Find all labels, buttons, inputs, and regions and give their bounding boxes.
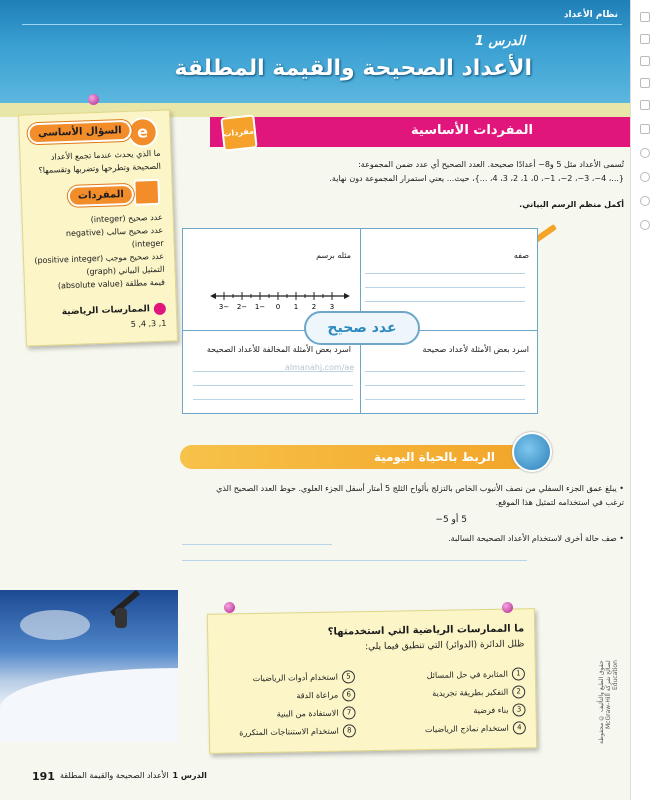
option-label: المثابرة في حل المسائل [426, 669, 508, 681]
practice-option[interactable] [425, 721, 526, 736]
number-line-right-arrow [344, 293, 350, 299]
practice-option[interactable] [473, 703, 525, 717]
answer-line[interactable] [193, 385, 353, 386]
number-line-label: 1 [293, 303, 299, 310]
number-line-label: 3 [329, 303, 335, 310]
tool-icon[interactable] [640, 56, 650, 66]
answer-line[interactable] [365, 371, 525, 372]
footer-lesson-number: الدرس 1 [172, 771, 207, 780]
definition-text: تُسمى الأعداد مثل 5 و8− أعدادًا صحيحة. العدد الصحيح أي عدد ضمن المجموعة: [358, 160, 624, 169]
vocab-item: قيمة مطلقة (absolute value) [57, 277, 166, 291]
organizer-instruction: أكمل منظم الرسم البياني. [519, 200, 624, 209]
practices-instruction: ظلل الدائرة (الدوائر) التي تنطبق فيما يلي: [364, 639, 525, 653]
list-integers-label: اسرد بعض الأمثلة لأعداد صحيحة [422, 345, 529, 354]
essential-question-text: ما الذي يحدث عندما تجمع الأعداد الصحيحة وتطرحها وتضربها وتقسمها؟ [38, 148, 162, 176]
answer-line[interactable] [365, 301, 525, 302]
practice-option[interactable] [253, 670, 355, 685]
answer-line[interactable] [365, 273, 525, 274]
essential-question-icon: e [127, 117, 158, 148]
option-label: التفكير بطريقة تجريدية [432, 687, 509, 698]
practices-card [207, 608, 537, 754]
answer-line[interactable] [193, 399, 353, 400]
vocabulary-banner [210, 117, 630, 147]
tool-icon[interactable] [640, 100, 650, 110]
number-line-label: 0 [275, 303, 281, 310]
answer-line[interactable] [365, 385, 525, 386]
answer-line[interactable] [365, 287, 525, 288]
practices-label: الممارسات الرياضية [61, 304, 151, 318]
practice-option[interactable] [432, 685, 525, 700]
answer-choices[interactable]: 5 أو 5− [435, 515, 467, 525]
practices-icon [154, 303, 166, 315]
answer-line[interactable] [182, 560, 527, 561]
tool-icon[interactable] [640, 78, 650, 88]
option-circle[interactable]: 1 [512, 667, 525, 680]
number-line-label: −2 [236, 303, 248, 310]
tool-icon[interactable] [640, 196, 650, 206]
option-circle[interactable]: 5 [342, 670, 355, 683]
snowboarder-photo [0, 590, 178, 742]
tool-icon[interactable] [640, 172, 650, 182]
tool-icon[interactable] [640, 220, 650, 230]
option-circle[interactable]: 4 [513, 721, 526, 734]
answer-line[interactable] [365, 399, 525, 400]
number-line-label: 2 [311, 303, 317, 310]
practices-question: ما الممارسات الرياضية التي استخدمتها؟ [327, 623, 525, 638]
vocabulary-label: المفردات [68, 184, 135, 207]
essential-question-label: السؤال الأساسي [28, 120, 132, 145]
header-divider [22, 24, 622, 25]
pin-icon [224, 602, 235, 613]
number-line-label: −1 [254, 303, 266, 310]
option-label: استخدام الاستنتاجات المتكررة [239, 726, 339, 738]
daily-bullet-1: • يبلغ عمق الجزء السفلي من نصف الأنبوب الخاص بالتزلج بألواح الثلج 5 أمتار أسفل الجزء العلوي. حوط العدد الصحيح الذي ترغب في استخدامه لتمثيل هذا الموقع. [216, 484, 624, 507]
list-non-integers-label: اسرد بعض الأمثلة المخالفة للأعداد الصحيحة [206, 345, 351, 354]
tool-icon[interactable] [640, 148, 650, 158]
definition-set-text: {...، 4−، 3−، 2−، 1−، 0، 1، 2، 3، 4، ...}، حيث... يعني استمرار المجموعة دون نهاية. [329, 174, 624, 183]
answer-line[interactable] [182, 544, 332, 545]
pin-icon [88, 94, 99, 105]
cloud [20, 610, 90, 640]
option-circle[interactable]: 6 [342, 688, 355, 701]
number-line-label: −3 [218, 303, 230, 310]
describe-label: صفه [513, 251, 529, 260]
daily-bullet-2: • صف حالة أخرى لاستخدام الأعداد الصحيحة السالبة. [448, 534, 624, 543]
vocab-item: عدد صحيح موجب (positive integer) [34, 251, 165, 266]
practices-numbers: 1, 3, 4, 5 [130, 318, 167, 329]
practice-option[interactable] [296, 688, 355, 702]
vocabulary-icon [133, 179, 160, 206]
footer-lesson-title: الأعداد الصحيحة والقيمة المطلقة [60, 771, 169, 780]
option-circle[interactable]: 8 [343, 724, 356, 737]
watermark-text: almanahj.com/ae [285, 363, 355, 372]
lesson-title: الأعداد الصحيحة والقيمة المطلقة [174, 56, 532, 81]
daily-bullet-1-text: يبلغ عمق الجزء السفلي من نصف الأنبوب الخاص بالتزلج بألواح الثلج 5 أمتار أسفل الجزء العلوي. حوط العدد الصحيح الذي ترغب في استخدامه لتمثيل هذا الموقع. [216, 484, 624, 507]
tool-icon[interactable] [640, 124, 650, 134]
example-label: مثله برسم [316, 251, 351, 260]
snow-slope [0, 668, 178, 742]
option-label: بناء فرضية [473, 705, 509, 716]
option-circle[interactable]: 2 [512, 685, 525, 698]
globe-icon [512, 432, 552, 472]
daily-bullet-2-text: صف حالة أخرى لاستخدام الأعداد الصحيحة السالبة. [448, 534, 617, 543]
sidebar-card [18, 109, 178, 346]
copyright-note: حقوق الطبع والتأليف © محفوظة لصالح شركة McGraw-Hill Education [598, 660, 619, 744]
page-footer [0, 760, 630, 800]
option-circle[interactable]: 7 [342, 706, 355, 719]
vocab-item: عدد صحيح (integer) [90, 212, 163, 225]
integer-concept-oval: عدد صحيح [304, 311, 420, 345]
daily-life-banner [180, 445, 530, 469]
footer-lesson [60, 771, 207, 780]
option-label: مراعاة الدقة [296, 690, 339, 701]
number-line-left-arrow [210, 293, 216, 299]
lesson-header [0, 0, 630, 103]
unit-label: نظام الأعداد [563, 10, 618, 20]
number-line [210, 290, 350, 310]
practices-row [62, 303, 167, 319]
option-label: استخدام أدوات الرياضيات [252, 672, 339, 684]
pin-icon [502, 602, 513, 613]
tool-icon[interactable] [640, 12, 650, 22]
practice-option[interactable] [277, 706, 356, 720]
vocab-item: عدد صحيح سالب (negative integer) [65, 225, 164, 249]
vocabulary-list [33, 211, 166, 293]
daily-life-title: الربط بالحياة اليومية [373, 450, 495, 464]
vocab-item: التمثيل البياني (graph) [86, 264, 165, 277]
tool-icon[interactable] [640, 34, 650, 44]
vocabulary-badge-icon: مفردات [220, 114, 257, 151]
page-number: 191 [32, 770, 55, 783]
option-label: استخدام نماذج الرياضيات [424, 723, 509, 735]
vocabulary-title: المفردات الأساسية [411, 123, 533, 138]
option-label: الاستفادة من البنية [276, 708, 339, 719]
practice-option[interactable] [427, 667, 525, 682]
snowboarder [115, 608, 127, 628]
right-toolbar [630, 0, 662, 800]
practice-option[interactable] [239, 724, 356, 739]
option-circle[interactable]: 3 [512, 703, 525, 716]
lesson-number: الدرس 1 [474, 34, 525, 49]
